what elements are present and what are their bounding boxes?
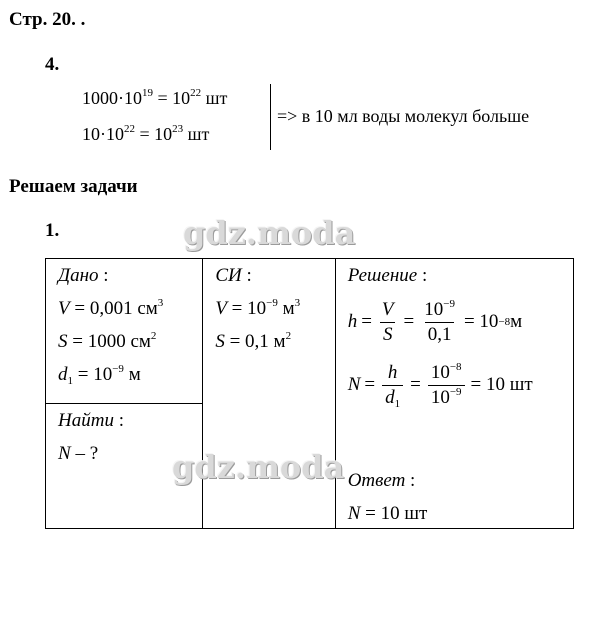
p4-l1-b-exp: 22 xyxy=(190,87,202,99)
solution-cell xyxy=(335,259,573,529)
find-line: N – ? xyxy=(58,443,99,464)
si-line-v: $V = 10^{-9}$ $м^3$ xyxy=(215,297,301,319)
problem4-brace-line xyxy=(270,84,271,150)
given-line-s: S = 1000 $см^2$ xyxy=(58,330,157,352)
solution-eq-n: N = $\frac{h}{d_1}$ = $\frac{10^{-8}}{10^{-9}}$ = 10 шт xyxy=(347,360,533,410)
p4-l1-a-exp: 19 xyxy=(142,87,153,99)
given-label: Дано : xyxy=(58,265,109,286)
solution-eq-h: h = $\frac{V}{S}$ = $\frac{10^{-9}}{0,1}$ = 10 −8 м xyxy=(347,297,523,345)
given-line-v: V = 0,001 $см^3$ xyxy=(58,297,164,319)
solution-label: Решение : xyxy=(347,265,428,286)
problem4-line1 xyxy=(82,88,227,109)
p4-l1-unit: шт xyxy=(201,88,228,108)
answer-line: N = 10 шт xyxy=(347,503,428,524)
frac-h-d: $\frac{h}{d_1}$ xyxy=(382,362,403,409)
si-label: СИ : xyxy=(215,265,252,286)
watermark-top: gdz.moda xyxy=(183,214,356,252)
task-table xyxy=(45,258,574,529)
p4-l1-a: 1000·10 xyxy=(82,88,142,108)
si-cell xyxy=(203,259,335,529)
problem4-line2 xyxy=(82,124,209,145)
p4-l2-b-exp: 23 xyxy=(172,123,184,135)
p4-l2-unit: шт xyxy=(183,124,210,144)
answer-label: Ответ : xyxy=(347,470,416,491)
problem4-conclusion: => в 10 мл воды молекул больше xyxy=(277,106,530,126)
p4-l2-eq: = 10 xyxy=(135,124,173,144)
si-line-s: S = 0,1 $м^2$ xyxy=(215,330,292,352)
p4-l1-eq: = 10 xyxy=(153,88,191,108)
find-label: Найти : xyxy=(58,410,124,431)
section-title: Решаем задачи xyxy=(9,176,138,197)
frac-v-s: $\frac{V}{S}$ xyxy=(381,298,394,345)
p4-l2-a: 10·10 xyxy=(82,124,124,144)
frac-powers: $\frac{10^{-8}}{10^{-9}}$ xyxy=(428,362,465,409)
page-heading: Стр. 20. . xyxy=(9,9,86,30)
problem1-number: 1. xyxy=(45,220,60,241)
given-line-d: $d_1 = 10^{-9}$ м xyxy=(58,363,141,387)
given-cell xyxy=(46,259,203,404)
problem4-number: 4. xyxy=(45,54,60,75)
frac-num-01: $\frac{10^{-9}}{0,1}$ xyxy=(424,297,455,345)
watermark-bottom: gdz.moda xyxy=(172,448,345,486)
p4-l2-a-exp: 22 xyxy=(124,123,135,135)
